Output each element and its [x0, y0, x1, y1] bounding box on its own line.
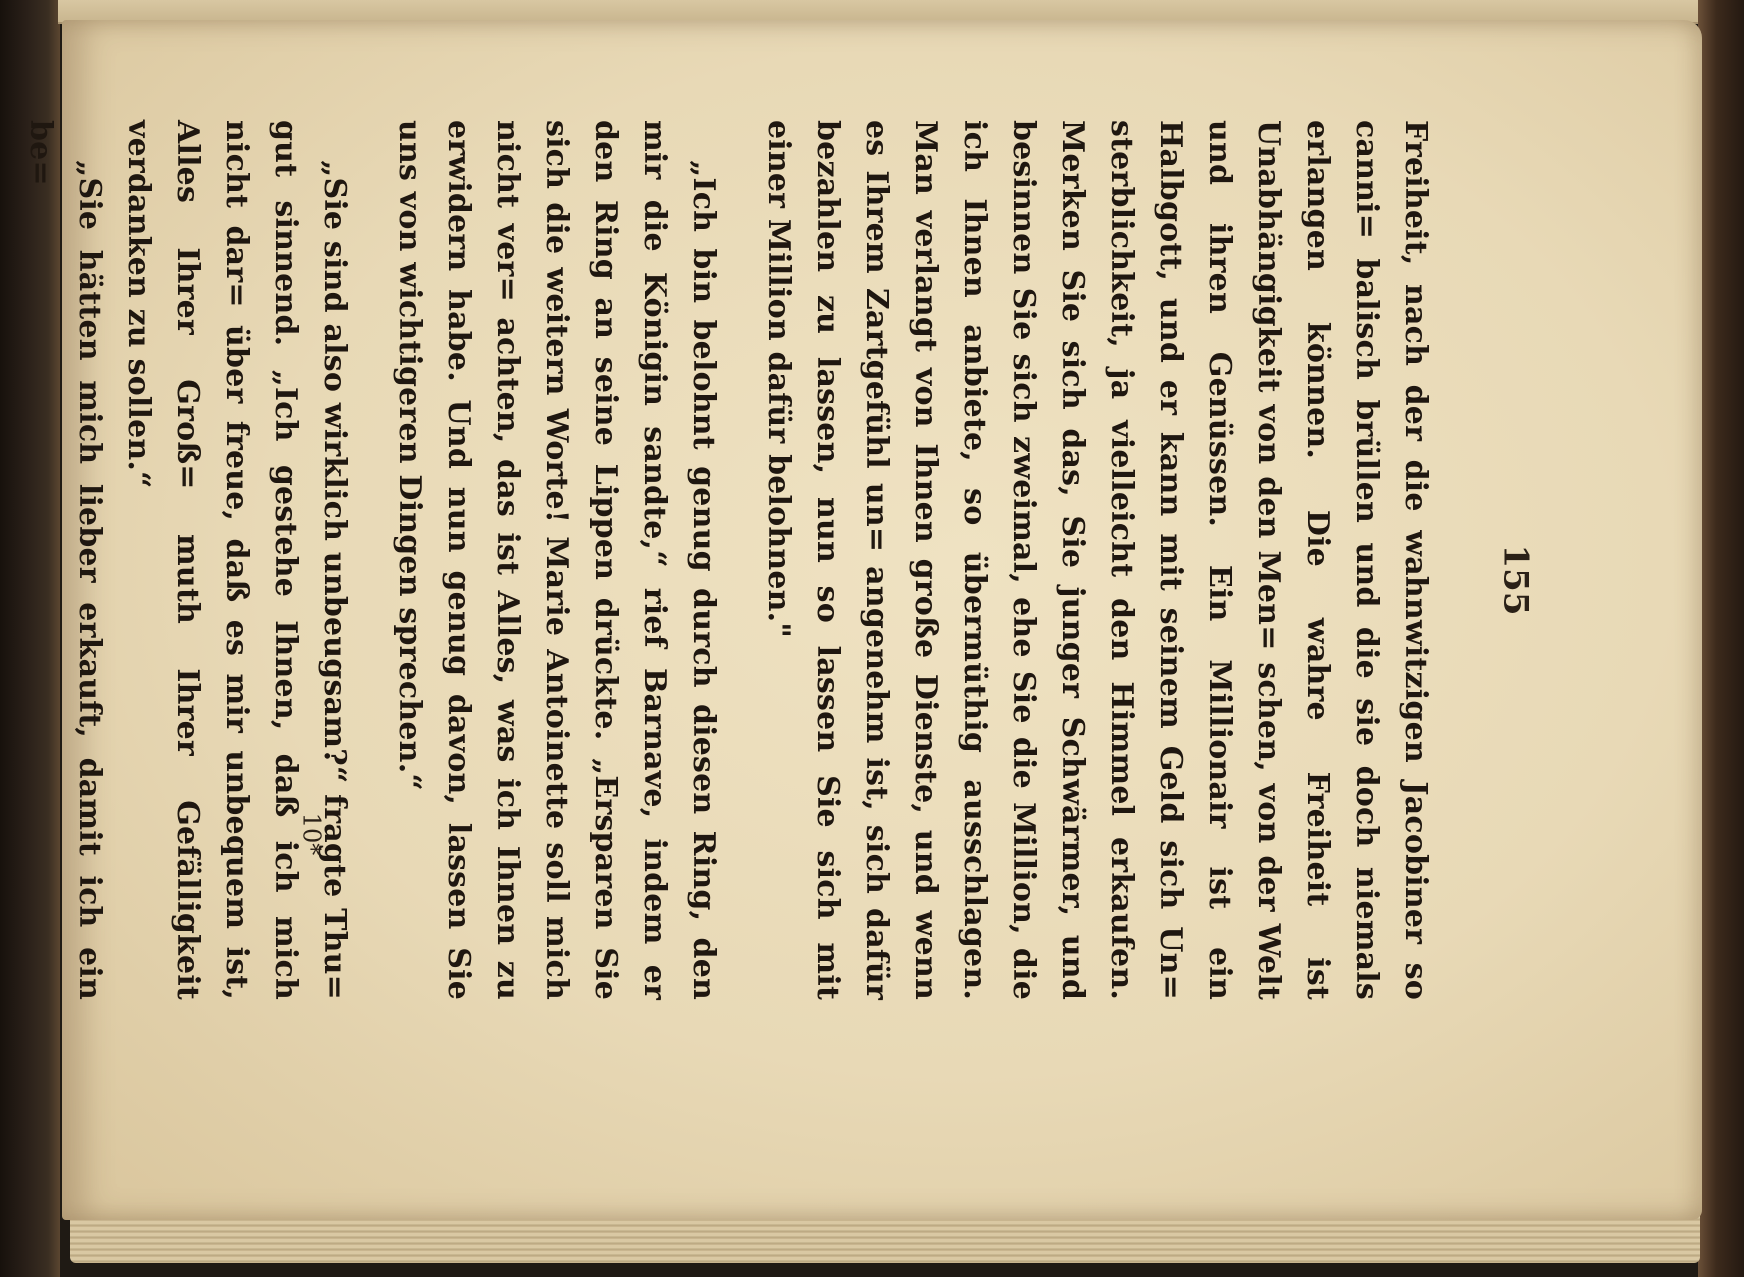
- paragraph-2: „Ich bin belohnt genug durch diesen Ring, den mir die Königin sandte,“ rief Barnave, indem er den Ring an seine Lippen drückte. „Ersparen Sie sich die weitern Worte! Marie Antoinette soll mich nicht ver= achten, das ist Alles, was ich Ihnen zu erwidern habe. Und nun genug davon, lassen Sie uns von wichtigeren Dingen sprechen.“: [392, 120, 721, 1000]
- signature-mark: 10*: [297, 812, 326, 856]
- paragraph-4: „Sie hätten mich lieber erkauft, damit ich ein be=: [23, 120, 107, 1000]
- book-cover-edge: [1698, 0, 1744, 1277]
- paragraph-3: „Sie sind also wirklich unbeugsam?“ fragte Thu= gut sinnend. „Ich gestehe Ihnen, daß ich mich nicht dar= über freue, daß es mir unbequem ist, Alles Ihrer Groß= muth Ihrer Gefälligkeit verdanken zu sollen.“: [121, 120, 352, 1000]
- paragraph-1: Freiheit, nach der die wahnwitzigen Jacobiner so canni= balisch brüllen und die sie doch niemals erlangen können. Die wahre Freiheit ist Unabhängigkeit von den Men= schen, von der Welt und ihren Genüssen. Ein Millionair ist ein Halbgott, und er kann mit seinem Geld sich Un= sterblichkeit, ja vielleicht den Himmel erkaufen. Merken Sie sich das, Sie junger Schwärmer, und besinnen Sie sich zweimal, ehe Sie die Million, die ich Ihnen anbiete, so übermüthig ausschlagen. Man verlangt von Ihnen große Dienste, und wenn es Ihrem Zartgefühl un= angenehm ist, sich dafür bezahlen zu lassen, nun so lassen Sie sich mit einer Million dafür belohnen.": [761, 120, 1433, 1000]
- page-number: 155: [1495, 544, 1536, 616]
